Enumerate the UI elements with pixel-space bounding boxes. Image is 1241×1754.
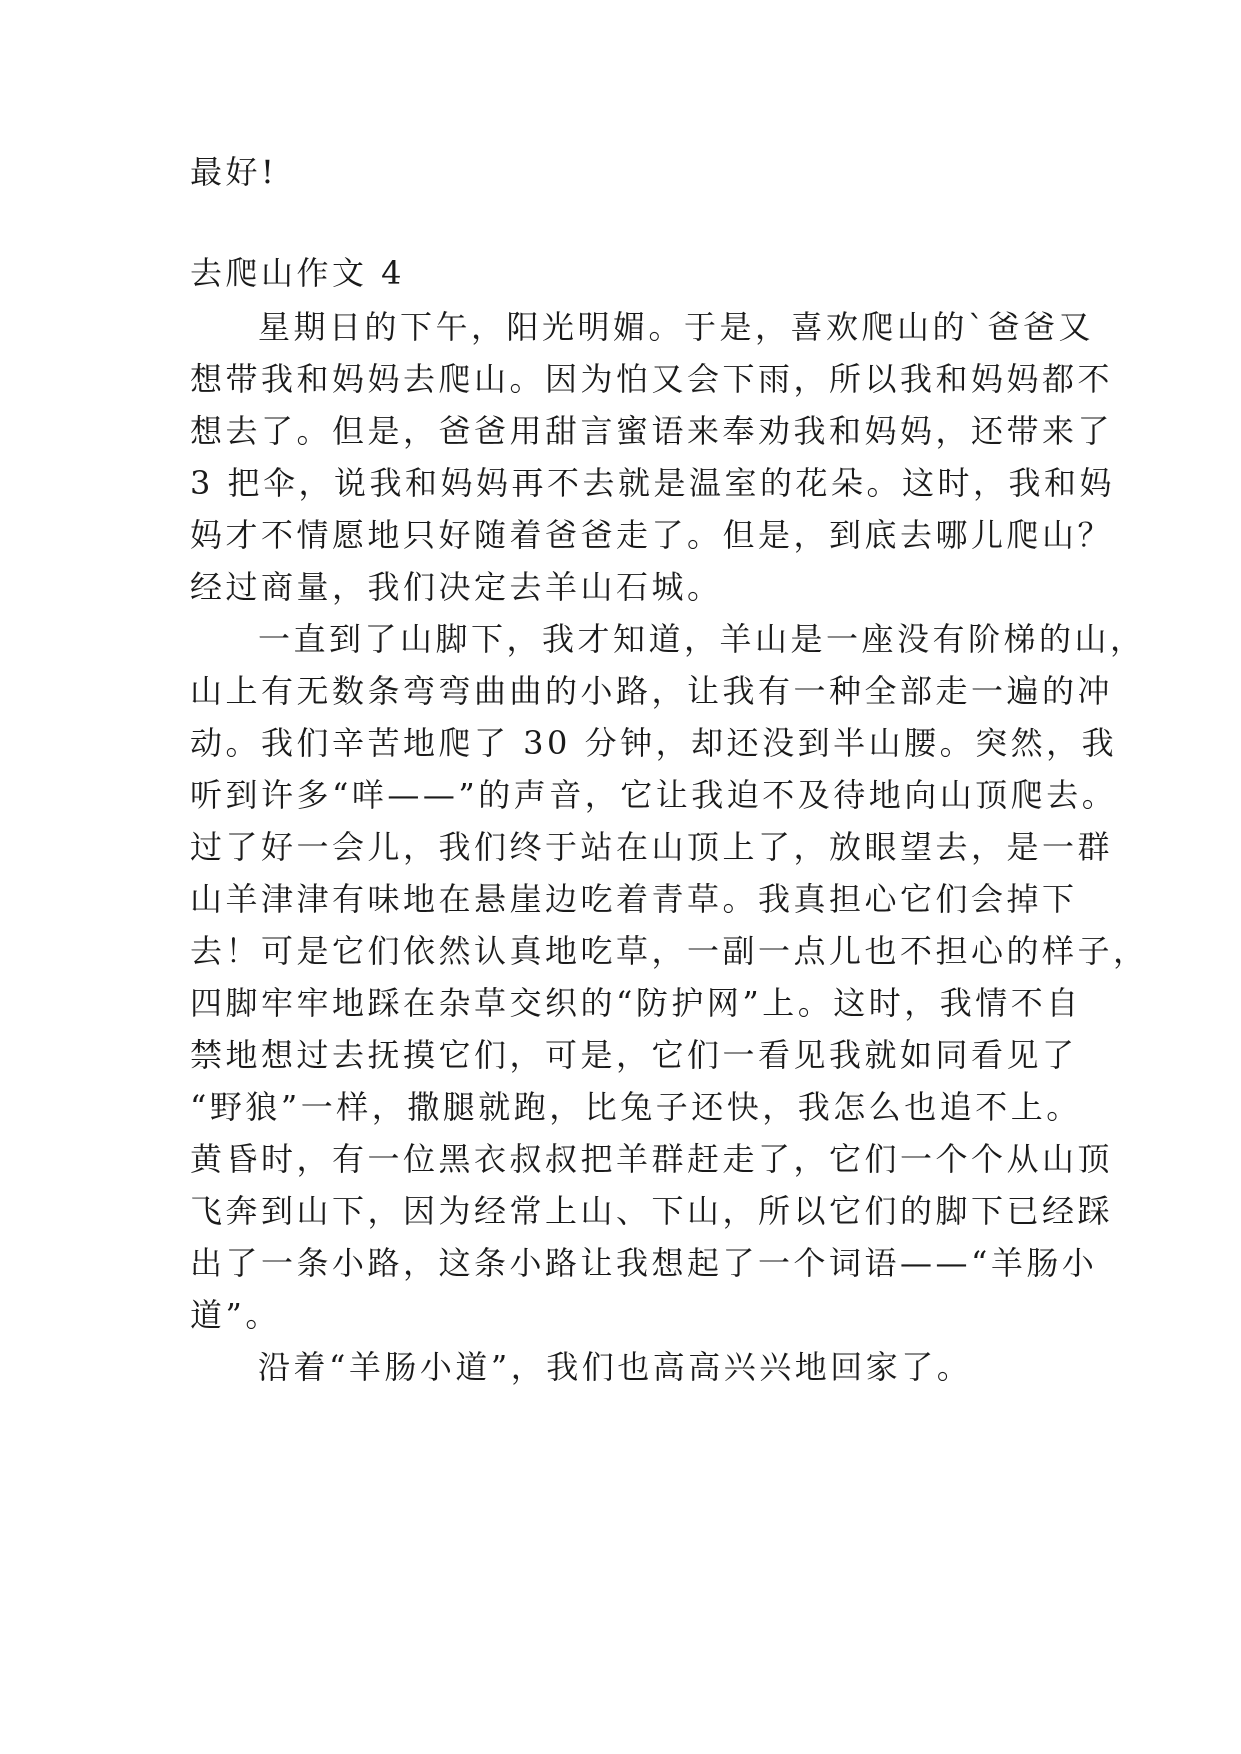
paragraph-2-line-7: 去！可是它们依然认真地吃草，一副一点儿也不担心的样子， (190, 932, 1149, 970)
paragraph-2-line-2: 山上有无数条弯弯曲曲的小路，让我有一种全部走一遍的冲 (190, 672, 1114, 710)
paragraph-2-line-8: 四脚牢牢地踩在杂草交织的“防护网”上。这时，我情不自 (190, 984, 1082, 1022)
paragraph-1-line-3: 想去了。但是，爸爸用甜言蜜语来奉劝我和妈妈，还带来了 (190, 412, 1114, 450)
paragraph-2-line-3: 动。我们辛苦地爬了 30 分钟，却还没到半山腰。突然，我 (190, 724, 1118, 762)
paragraph-2-line-13: 出了一条小路，这条小路让我想起了一个词语——“羊肠小 (190, 1244, 1098, 1282)
paragraph-2-line-10: “野狼”一样，撒腿就跑，比兔子还快，我怎么也追不上。 (190, 1088, 1082, 1126)
intro-tail-text: 最好! (190, 153, 278, 191)
paragraph-1-line-2: 想带我和妈妈去爬山。因为怕又会下雨，所以我和妈妈都不 (190, 360, 1114, 398)
paragraph-1-line-1: 星期日的下午，阳光明媚。于是，喜欢爬山的`爸爸又 (258, 308, 1095, 346)
paragraph-1-line-5: 妈才不情愿地只好随着爸爸走了。但是，到底去哪儿爬山？ (190, 516, 1114, 554)
paragraph-2-line-4: 听到许多“咩——”的声音，它让我迫不及待地向山顶爬去。 (190, 776, 1118, 814)
paragraph-1-line-6: 经过商量，我们决定去羊山石城。 (190, 568, 723, 606)
essay-heading: 去爬山作文 4 (190, 254, 406, 292)
paragraph-1-line-4: 3 把伞，说我和妈妈再不去就是温室的花朵。这时，我和妈 (190, 464, 1116, 502)
paragraph-3-line-1: 沿着“羊肠小道”，我们也高高兴兴地回家了。 (258, 1348, 973, 1386)
paragraph-2-line-11: 黄昏时，有一位黑衣叔叔把羊群赶走了，它们一个个从山顶 (190, 1140, 1114, 1178)
paragraph-2-line-9: 禁地想过去抚摸它们，可是，它们一看见我就如同看见了 (190, 1036, 1078, 1074)
paragraph-2-line-12: 飞奔到山下，因为经常上山、下山，所以它们的脚下已经踩 (190, 1192, 1114, 1230)
paragraph-2-line-1: 一直到了山脚下，我才知道，羊山是一座没有阶梯的山， (258, 620, 1146, 658)
paragraph-2-line-5: 过了好一会儿，我们终于站在山顶上了，放眼望去，是一群 (190, 828, 1114, 866)
paragraph-2-line-14: 道”。 (190, 1296, 281, 1334)
paragraph-2-line-6: 山羊津津有味地在悬崖边吃着青草。我真担心它们会掉下 (190, 880, 1078, 918)
